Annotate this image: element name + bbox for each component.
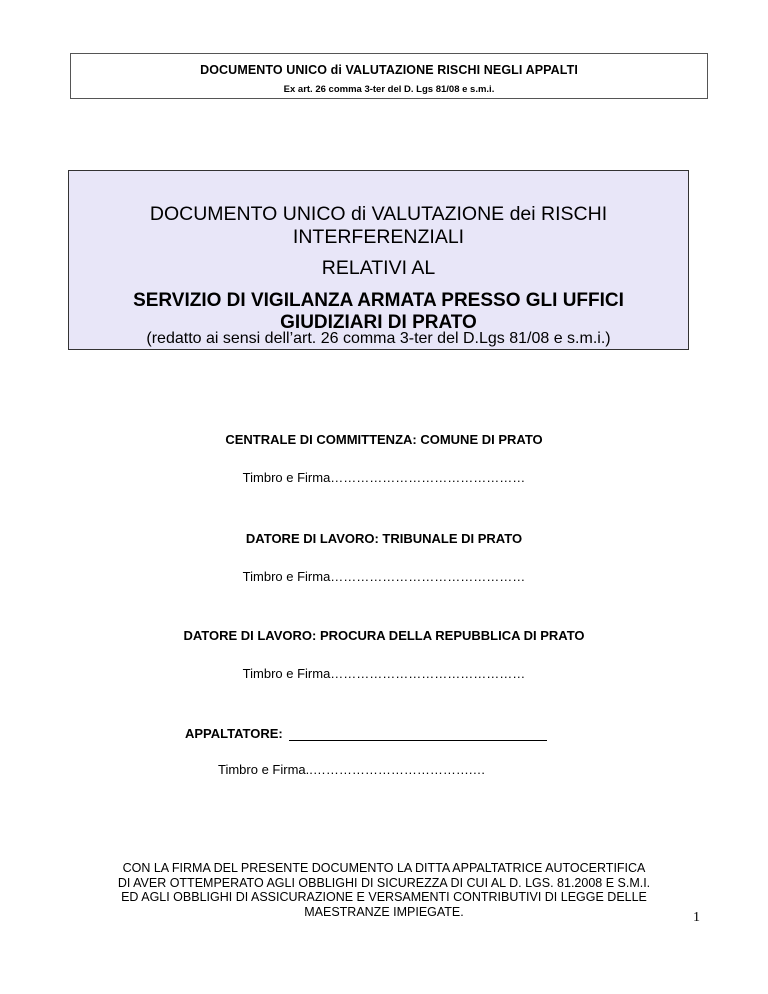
notice-line: CON LA FIRMA DEL PRESENTE DOCUMENTO LA DITTA APPALTATRICE AUTOCERTIFICA [122, 861, 646, 875]
notice-line: DI AVER OTTEMPERATO AGLI OBBLIGHI DI SICUREZZA DI CUI AL D. LGS. 81.2008 E S.M.I. [117, 875, 651, 890]
appaltatore-label: APPALTATORE: [185, 726, 283, 741]
signature-line: Timbro e Firma……………………………………… [242, 470, 526, 485]
signature-heading: DATORE DI LAVORO: PROCURA DELLA REPUBBLICA DI PRATO [183, 628, 585, 643]
service-title-line2: GIUDIZIARI DI PRATO [280, 312, 477, 333]
signature-heading: CENTRALE DI COMMITTENZA: COMUNE DI PRATO [225, 432, 543, 447]
signature-heading: DATORE DI LAVORO: TRIBUNALE DI PRATO [245, 531, 523, 546]
signature-block-procura [0, 628, 768, 681]
service-title [69, 290, 688, 334]
signature-block-appaltatore [185, 726, 547, 777]
signature-line: Timbro e Firma……………………………………… [242, 666, 526, 681]
main-title [69, 203, 688, 249]
appaltatore-name-blank[interactable] [289, 728, 547, 741]
notice-line: MAESTRANZE IMPIEGATE. [304, 904, 464, 919]
header-title: DOCUMENTO UNICO di VALUTAZIONE RISCHI NEGLI APPALTI [200, 63, 578, 77]
service-title-line1: SERVIZIO DI VIGILANZA ARMATA PRESSO GLI UFFICI [133, 290, 624, 311]
page-number: 1 [693, 910, 700, 925]
main-title-line1: DOCUMENTO UNICO di VALUTAZIONE dei RISCHI [149, 203, 608, 225]
relativi-label: RELATIVI AL [321, 257, 436, 279]
main-title-line2: INTERFERENZIALI [292, 226, 465, 248]
legal-reference-note: (redatto ai sensi dell’art. 26 comma 3-ter del D.Lgs 81/08 e s.m.i.) [146, 330, 611, 347]
title-box [68, 170, 689, 350]
signature-block-tribunale [0, 531, 768, 584]
notice-line: ED AGLI OBBLIGHI DI ASSICURAZIONE E VERSAMENTI CONTRIBUTIVI DI LEGGE DELLE [121, 890, 647, 904]
header-subtitle: Ex art. 26 comma 3-ter del D. Lgs 81/08 e s.m.i. [283, 84, 495, 95]
signature-block-committenza [0, 432, 768, 485]
certification-notice [0, 861, 768, 919]
appaltatore-heading [185, 726, 547, 741]
signature-line: Timbro e Firma……………………………………… [242, 569, 526, 584]
signature-line: Timbro e Firma..……………………………….… [218, 762, 486, 777]
document-header [70, 53, 708, 99]
